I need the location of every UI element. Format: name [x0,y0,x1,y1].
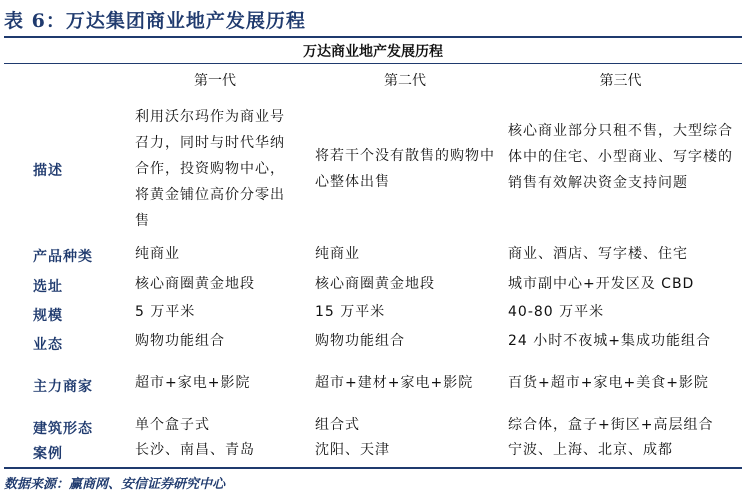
page-title: 表 6：万达集团商业地产发展历程 [4,10,306,32]
cell-scale-gen3: 40-80 万平米 [508,304,605,320]
cell-location-gen3: 城市副中心+开发区及 CBD [508,276,695,292]
column-header-gen2: 第二代 [384,73,426,89]
cell-description-gen2: 将若干个没有散售的购物中心整体出售 [315,148,495,190]
row-label-location: 选址 [33,279,63,295]
row-label-building-form: 建筑形态 [33,421,93,437]
cell-product-type-gen3: 商业、酒店、写字楼、住宅 [508,246,688,262]
table-bottom-rule [4,467,742,469]
cell-scale-gen2: 15 万平米 [315,304,386,320]
cell-cases-gen3: 宁波、上海、北京、成都 [508,442,673,458]
column-header-gen1: 第一代 [194,73,236,89]
cell-building-form-gen1: 单个盒子式 [135,417,210,433]
row-label-product-type: 产品种类 [33,249,93,265]
cell-format-gen2: 购物功能组合 [315,333,405,349]
cell-format-gen1: 购物功能组合 [135,333,225,349]
cell-product-type-gen1: 纯商业 [135,246,180,262]
table-title-rule [4,63,742,64]
cell-building-form-gen2: 组合式 [315,417,360,433]
column-header-gen3: 第三代 [599,73,642,89]
cell-anchor-tenants-gen3: 百货+超市+家电+美食+影院 [508,375,709,391]
title-rule [4,36,742,38]
cell-building-form-gen3: 综合体，盒子+街区+高层组合 [508,417,714,433]
cell-format-gen3: 24 小时不夜城+集成功能组合 [508,333,711,349]
cell-anchor-tenants-gen2: 超市+建材+家电+影院 [315,375,474,391]
row-label-cases: 案例 [33,446,63,462]
cell-description-gen1: 利用沃尔玛作为商业号召力，同时与时代华纳合作，投资购物中心，将黄金铺位高价分零出售 [135,109,285,229]
table-title: 万达商业地产发展历程 [303,44,443,60]
cell-scale-gen1: 5 万平米 [135,304,196,320]
cell-cases-gen1: 长沙、南昌、青岛 [135,442,255,458]
row-label-format: 业态 [33,337,63,353]
row-label-scale: 规模 [33,308,63,324]
cell-anchor-tenants-gen1: 超市+家电+影院 [135,375,251,391]
source-note: 数据来源：赢商网、安信证券研究中心 [4,477,226,492]
row-label-anchor-tenants: 主力商家 [33,379,93,395]
cell-cases-gen2: 沈阳、天津 [315,442,390,458]
cell-location-gen1: 核心商圈黄金地段 [135,276,255,292]
cell-location-gen2: 核心商圈黄金地段 [315,276,435,292]
row-label-description: 描述 [33,163,63,179]
cell-description-gen3: 核心商业部分只租不售，大型综合体中的住宅、小型商业、写字楼的销售有效解决资金支持问题 [508,123,733,191]
cell-product-type-gen2: 纯商业 [315,246,360,262]
